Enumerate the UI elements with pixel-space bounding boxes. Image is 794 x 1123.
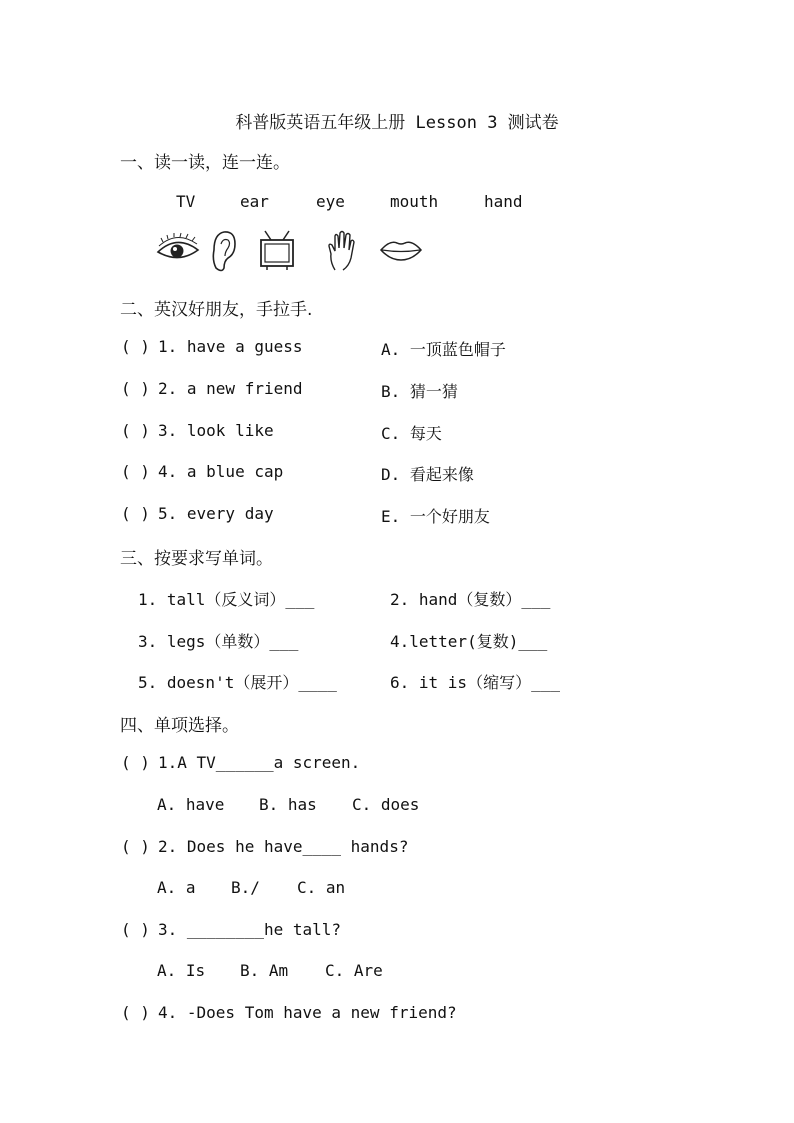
- option-a[interactable]: A. a: [157, 878, 196, 897]
- fill-item[interactable]: 3. legs（单数）___: [138, 632, 299, 651]
- translation-item: C. 每天: [381, 424, 442, 443]
- section-1-heading: 一、读一读，连一连。: [120, 153, 290, 173]
- option-c[interactable]: C. an: [297, 878, 346, 897]
- ear-icon: [208, 228, 238, 274]
- phrase-item: 4. a blue cap: [158, 462, 284, 481]
- section-4-heading: 四、单项选择。: [120, 716, 239, 736]
- answer-paren[interactable]: ( ): [121, 337, 150, 356]
- answer-paren[interactable]: ( ): [121, 379, 150, 398]
- phrase-item: 5. every day: [158, 504, 274, 523]
- option-a[interactable]: A. have: [157, 795, 225, 814]
- translation-item: D. 看起来像: [381, 465, 474, 484]
- word-mouth: mouth: [390, 192, 439, 211]
- phrase-item: 3. look like: [158, 421, 274, 440]
- question-text: 3. ________he tall?: [158, 920, 342, 939]
- option-c[interactable]: C. does: [352, 795, 420, 814]
- fill-item[interactable]: 4.letter(复数)___: [390, 632, 548, 651]
- word-hand: hand: [484, 192, 523, 211]
- answer-paren[interactable]: ( ): [121, 462, 150, 481]
- option-b[interactable]: B./: [231, 878, 260, 897]
- phrase-item: 2. a new friend: [158, 379, 303, 398]
- section-2-heading: 二、英汉好朋友，手拉手.: [120, 300, 313, 320]
- answer-paren[interactable]: ( ): [121, 1003, 150, 1022]
- word-tv: TV: [176, 192, 196, 211]
- answer-paren[interactable]: ( ): [121, 421, 150, 440]
- answer-paren[interactable]: ( ): [121, 504, 150, 523]
- question-text: 4. -Does Tom have a new friend?: [158, 1003, 457, 1022]
- phrase-item: 1. have a guess: [158, 337, 303, 356]
- fill-item[interactable]: 1. tall（反义词）___: [138, 590, 315, 609]
- question-text: 2. Does he have____ hands?: [158, 837, 409, 856]
- word-eye: eye: [316, 192, 345, 211]
- word-ear: ear: [240, 192, 269, 211]
- translation-item: A. 一顶蓝色帽子: [381, 340, 506, 359]
- translation-item: E. 一个好朋友: [381, 507, 490, 526]
- option-b[interactable]: B. Am: [240, 961, 289, 980]
- option-b[interactable]: B. has: [259, 795, 317, 814]
- translation-item: B. 猜一猜: [381, 382, 458, 401]
- fill-item[interactable]: 5. doesn't（展开）____: [138, 673, 337, 692]
- section-3-heading: 三、按要求写单词。: [120, 549, 273, 569]
- lips-icon: [378, 228, 424, 270]
- tv-icon: [259, 228, 295, 272]
- answer-paren[interactable]: ( ): [121, 753, 150, 772]
- answer-paren[interactable]: ( ): [121, 920, 150, 939]
- page-title: 科普版英语五年级上册 Lesson 3 测试卷: [235, 113, 559, 133]
- answer-paren[interactable]: ( ): [121, 837, 150, 856]
- option-c[interactable]: C. Are: [325, 961, 383, 980]
- hand-icon: [326, 228, 356, 272]
- fill-item[interactable]: 2. hand（复数）___: [390, 590, 551, 609]
- eye-icon: [155, 228, 201, 270]
- question-text: 1.A TV______a screen.: [158, 753, 361, 772]
- fill-item[interactable]: 6. it is（缩写）___: [390, 673, 560, 692]
- option-a[interactable]: A. Is: [157, 961, 206, 980]
